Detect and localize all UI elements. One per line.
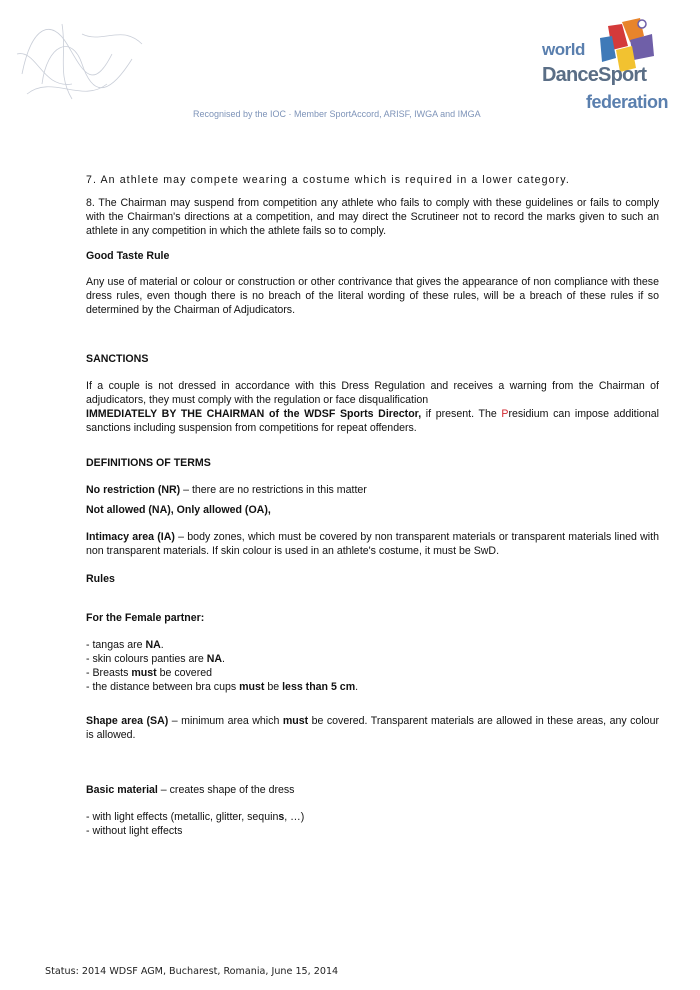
list-item: - tangas are NA. <box>86 639 164 651</box>
logo-text-federation: federation <box>586 92 669 112</box>
list-item: - Breasts must be covered <box>86 667 213 679</box>
header-tagline: Recognised by the IOC · Member SportAccord, ARISF, IWGA and IMGA <box>193 109 481 119</box>
good-taste-rule-text: Any use of material or colour or construction or other contrivance that gives the appearance of non compliance with these dress rules, even though there is no breach of the literal wording of these rules, will be a breach of these rules if so determined by the Chairman of Adjudicators. <box>86 276 659 316</box>
document-body <box>86 173 659 838</box>
heading-good-taste-rule: Good Taste Rule <box>86 250 170 262</box>
heading-rules: Rules <box>86 573 115 585</box>
list-item: - the distance between bra cups must be less than 5 cm. <box>86 681 359 693</box>
heading-female-partner: For the Female partner: <box>86 612 205 624</box>
definition-no-restriction <box>86 483 659 497</box>
paragraph-7: 7. An athlete may compete wearing a costume which is required in a lower category. <box>86 174 570 186</box>
paragraph-8: 8. The Chairman may suspend from competition any athlete who fails to comply with these guidelines or fails to comply with the Chairman's directions at a competition, and may direct the Scrutineer not to record the marks given to such an athlete in any competition in which the athlete fails so to comply. <box>86 197 659 237</box>
term-no-restriction: No restriction (NR) <box>86 484 181 496</box>
basic-material-list <box>86 810 659 838</box>
definition-intimacy-area <box>86 530 659 558</box>
term-intimacy-area: Intimacy area (IA) <box>86 531 175 543</box>
list-item: - with light effects (metallic, glitter, sequins, …) <box>86 811 305 823</box>
logo-text-world: world <box>542 40 585 59</box>
sanctions-bold-text: IMMEDIATELY BY THE CHAIRMAN of the WDSF Sports Director, <box>86 408 422 420</box>
definition-na-oa: Not allowed (NA), Only allowed (OA), <box>86 504 271 516</box>
term-basic-material: Basic material <box>86 784 158 796</box>
sanctions-text <box>86 379 659 435</box>
list-item: - without light effects <box>86 825 183 837</box>
term-shape-area: Shape area (SA) <box>86 715 169 727</box>
logo-text-dancesport: DanceSport <box>542 64 647 86</box>
heading-definitions-of-terms: DEFINITIONS OF TERMS <box>86 457 211 469</box>
header-decoration-graphic <box>12 14 212 104</box>
sanctions-text-part2b: residium can impose additional sanctions including suspension from competitions for repeat offenders. <box>86 408 659 434</box>
definition-basic-material: Basic material – creates shape of the dress <box>86 784 295 796</box>
definition-no-restriction-text: – there are no restrictions in this matter <box>180 484 367 496</box>
female-rules-list <box>86 638 659 694</box>
definition-shape-area: Shape area (SA) – minimum area which must be covered. Transparent materials are allowed in these areas, any colour is allowed. <box>86 715 659 741</box>
footer-status: Status: 2014 WDSF AGM, Bucharest, Romania, June 15, 2014 <box>45 966 339 977</box>
sanctions-text-part2a: if present. The <box>421 408 502 420</box>
wdsf-logo <box>540 16 690 120</box>
definition-intimacy-area-text: – body zones, which must be covered by non transparent materials or transparent materials lined with non transparent materials. If skin colour is used in an athlete's costume, it must be SwD. <box>86 531 659 557</box>
sanctions-red-letter: P <box>501 408 509 420</box>
list-item: - skin colours panties are NA. <box>86 653 225 665</box>
heading-sanctions: SANCTIONS <box>86 353 149 365</box>
sanctions-text-part1: If a couple is not dressed in accordance with this Dress Regulation and receives a warning from the Chairman of adjudicators, they must comply with the regulation or face disqualification <box>86 380 659 406</box>
